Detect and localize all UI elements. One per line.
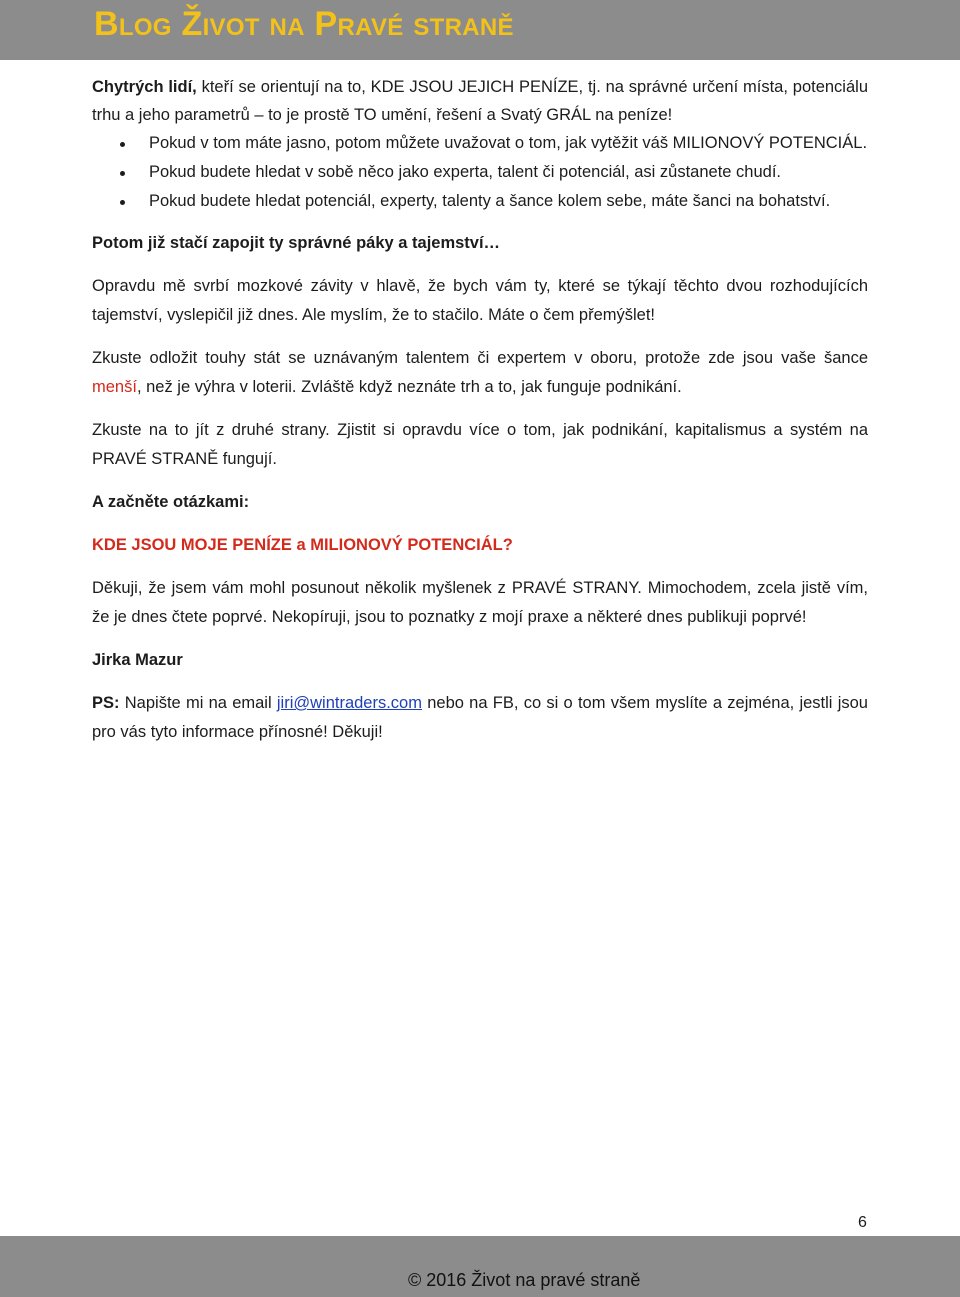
question-red: KDE JSOU MOJE PENÍZE a MILIONOVÝ POTENCIÁL? bbox=[92, 536, 513, 554]
blog-title: Blog Život na Pravé straně bbox=[94, 5, 514, 43]
ps-text-before: Napište mi na email bbox=[119, 694, 277, 712]
footer-copyright: © 2016 Život na pravé straně bbox=[408, 1270, 641, 1290]
heading-levers: Potom již stačí zapojit ty správné páky a tajemství… bbox=[92, 234, 501, 252]
postscript-paragraph bbox=[92, 689, 868, 747]
talent-highlight: menší bbox=[92, 378, 137, 396]
intro-lead: Chytrých lidí, bbox=[92, 78, 197, 96]
paragraph-secrets: Opravdu mě svrbí mozkové závity v hlavě, že bych vám ty, které se týkají těchto dvou rozhodujících tajemství, vyslepičil již dnes. Ale myslím, že to stačilo. Máte o čem přemýšlet! bbox=[92, 277, 868, 324]
list-item bbox=[92, 129, 868, 158]
paragraph-other-side: Zkuste na to jít z druhé strany. Zjistit si opravdu více o tom, jak podnikání, kapitalismus a systém na PRAVÉ STRANĚ fungují. bbox=[92, 421, 868, 468]
bullet-text: Pokud budete hledat v sobě něco jako experta, talent či potenciál, asi zůstanete chudí. bbox=[149, 163, 782, 181]
author-name: Jirka Mazur bbox=[92, 651, 183, 669]
ps-label: PS: bbox=[92, 694, 120, 712]
intro-paragraph bbox=[92, 73, 868, 129]
bullet-list bbox=[92, 129, 868, 216]
list-item bbox=[92, 158, 868, 187]
article-body bbox=[92, 73, 868, 747]
talent-text-before: Zkuste odložit touhy stát se uznávaným talentem či expertem v oboru, protože zde jsou vaše šance bbox=[92, 349, 868, 367]
bullet-text: Pokud v tom máte jasno, potom můžete uvažovat o tom, jak vytěžit váš MILIONOVÝ POTENCIÁL. bbox=[149, 134, 868, 152]
bullet-icon bbox=[120, 171, 125, 176]
heading-questions: A začněte otázkami: bbox=[92, 493, 250, 511]
bullet-text: Pokud budete hledat potenciál, experty, talenty a šance kolem sebe, máte šanci na bohatství. bbox=[149, 192, 831, 210]
email-link[interactable]: jiri@wintraders.com bbox=[276, 694, 422, 712]
paragraph-talent bbox=[92, 344, 868, 402]
header-band bbox=[0, 0, 960, 60]
ps-text-after: nebo na FB, co si o tom všem myslíte a zejména, jestli jsou pro vás tyto informace přínosné! Děkuji! bbox=[92, 694, 868, 741]
bullet-icon bbox=[120, 142, 125, 147]
list-item bbox=[92, 187, 868, 216]
talent-text-after: , než je výhra v loterii. Zvláště když neznáte trh a to, jak funguje podnikání. bbox=[136, 378, 682, 396]
intro-text: kteří se orientují na to, KDE JSOU JEJICH PENÍZE, tj. na správné určení místa, potenciálu trhu a jeho parametrů – to je prostě TO umění, řešení a Svatý GRÁL na peníze! bbox=[92, 78, 868, 124]
paragraph-thanks: Děkuji, že jsem vám mohl posunout několik myšlenek z PRAVÉ STRANY. Mimochodem, zcela jistě vím, že je dnes čtete poprvé. Nekopíruji, jsou to poznatky z mojí praxe a některé dnes publikuji poprvé! bbox=[92, 579, 868, 626]
bullet-icon bbox=[120, 200, 125, 205]
page-number: 6 bbox=[858, 1214, 867, 1231]
